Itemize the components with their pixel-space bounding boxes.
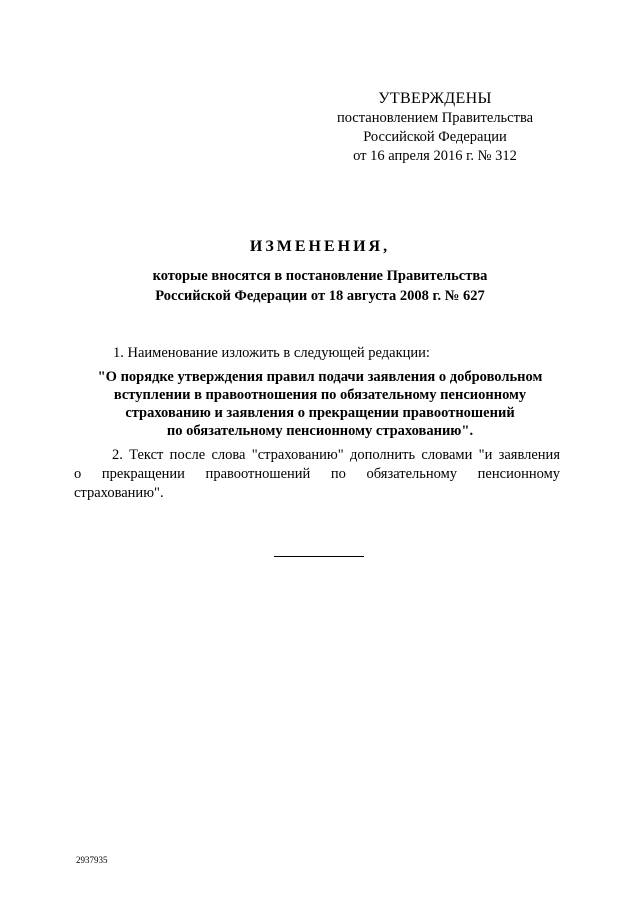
approval-line-3: от 16 апреля 2016 г. № 312 bbox=[353, 148, 517, 164]
subheading-line-1: которые вносятся в постановление Правительства bbox=[152, 268, 488, 284]
document-subheading bbox=[90, 266, 550, 306]
document-heading: ИЗМЕНЕНИЯ, bbox=[249, 238, 391, 255]
footer-document-code: 2937935 bbox=[76, 855, 108, 865]
item-2-line-3: страхованию". bbox=[74, 485, 164, 501]
quote-line-1: "О порядке утверждения правил подачи заявления о добровольном bbox=[97, 369, 543, 385]
item-1-text: 1. Наименование изложить в следующей редакции: bbox=[113, 345, 430, 361]
quote-line-2: вступлении в правоотношения по обязательному пенсионному bbox=[113, 387, 527, 403]
end-divider bbox=[274, 556, 364, 557]
item-1-quote bbox=[80, 368, 560, 440]
subheading-line-2: Российской Федерации от 18 августа 2008 г. № 627 bbox=[155, 288, 485, 304]
item-2-line-1: 2. Текст после слова "страхованию" дополнить словами "и заявления bbox=[112, 447, 560, 463]
quote-line-4: по обязательному пенсионному страхованию". bbox=[166, 423, 474, 439]
approval-title: УТВЕРЖДЕНЫ bbox=[378, 90, 492, 107]
item-2-paragraph bbox=[74, 446, 560, 503]
approval-block bbox=[330, 88, 540, 166]
approval-line-1: постановлением Правительства bbox=[336, 110, 534, 126]
quote-line-3: страхованию и заявления о прекращении правоотношений bbox=[125, 405, 515, 421]
approval-line-2: Российской Федерации bbox=[363, 129, 507, 145]
item-2-line-2: о прекращении правоотношений по обязательному пенсионному bbox=[74, 466, 560, 482]
